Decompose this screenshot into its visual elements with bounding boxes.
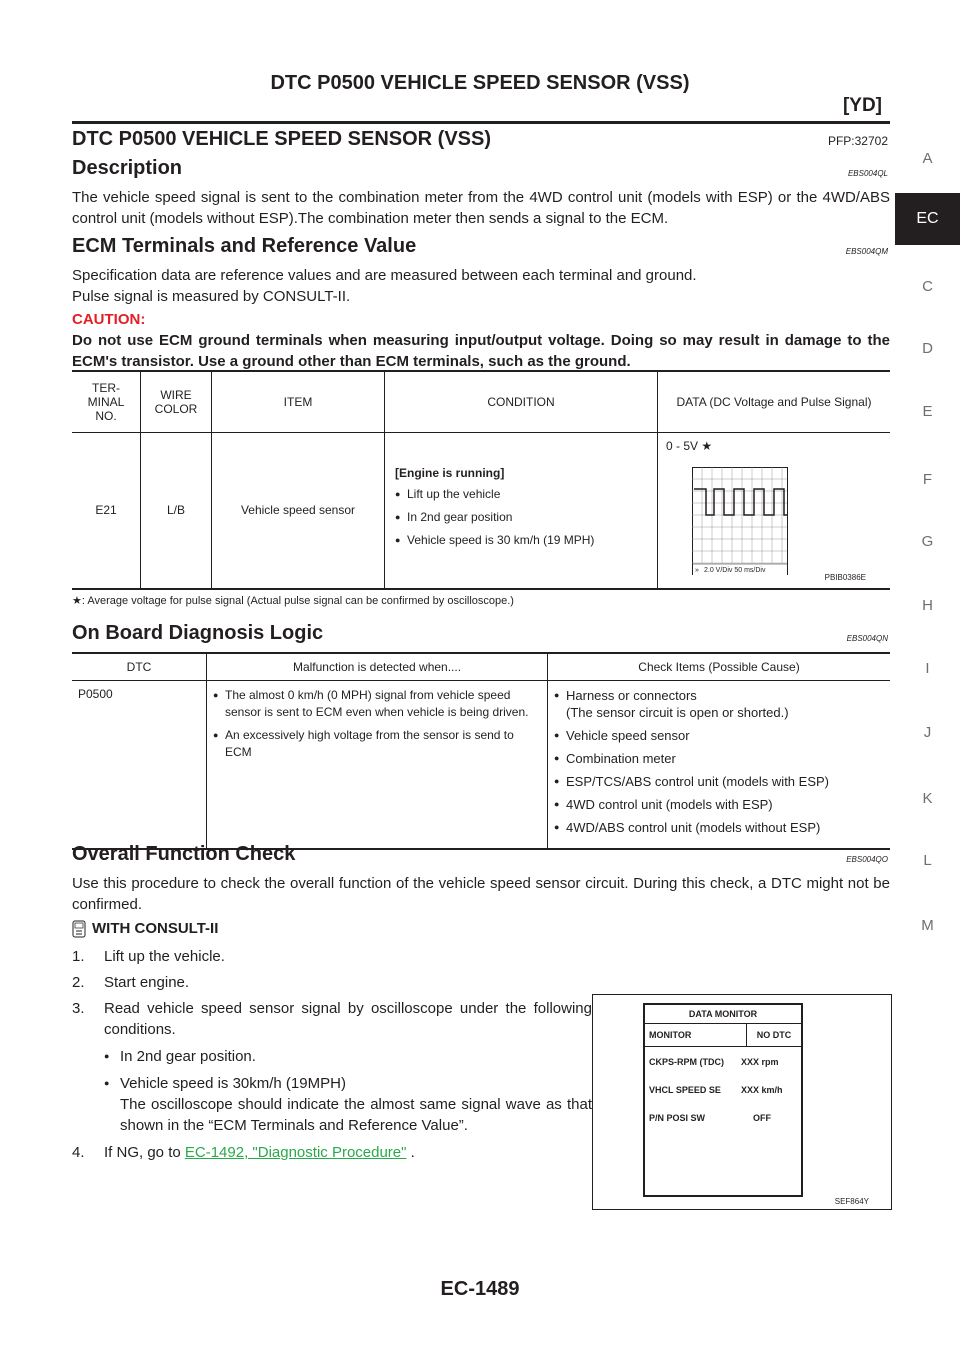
cell-terminal: E21 <box>95 503 117 518</box>
malfunction-item: ● An excessively high voltage from the sensor is send to ECM <box>213 727 537 761</box>
header-rule <box>72 121 890 124</box>
sidebar-letter-j[interactable]: J <box>923 724 932 741</box>
condition-item: ● In 2nd gear position <box>395 509 651 526</box>
consult-tester-icon <box>72 920 86 938</box>
condition-item: ● Lift up the vehicle <box>395 486 651 503</box>
footnote <box>72 594 514 607</box>
obd-checks-cell <box>548 681 891 850</box>
header-wire: WIRE COLOR <box>141 371 212 433</box>
sidebar-letter-k[interactable]: K <box>922 790 933 807</box>
sidebar-letter-g[interactable]: G <box>921 533 934 550</box>
ecm-line1: Specification data are reference values and are measured between each terminal and ground. <box>72 267 697 284</box>
header-item: ITEM <box>212 371 385 433</box>
condition-item: ● Vehicle speed is 30 km/h (19 MPH) <box>395 532 651 549</box>
data-monitor-screen <box>643 1003 803 1197</box>
sidebar-letter-m[interactable]: M <box>921 917 934 934</box>
sidebar-letter-d[interactable]: D <box>922 340 933 357</box>
check-item: ● Vehicle speed sensor <box>554 727 884 744</box>
header-terminal: TER-MINAL NO. <box>87 381 125 423</box>
header-condition: CONDITION <box>385 371 658 433</box>
scope-arrow-icon: » <box>695 567 699 574</box>
data-monitor-illustration <box>592 994 892 1210</box>
check-item: ● Combination meter <box>554 750 884 767</box>
page-header-title: DTC P0500 VEHICLE SPEED SENSOR (VSS) <box>270 72 690 94</box>
table-row <box>72 433 890 589</box>
obd-table <box>72 652 890 850</box>
data-monitor-header <box>645 1024 801 1047</box>
star-icon: ★ <box>701 439 713 453</box>
description-text: The vehicle speed signal is sent to the combination meter from the 4WD control unit (models with ESP) or the 4WD/ABS control unit (models without ESP).The combination meter then sends a signal to the ECM. <box>72 189 890 227</box>
obd-malfunction-cell <box>207 681 548 850</box>
data-monitor-row: VHCL SPEED SE XXX km/h <box>649 1085 783 1095</box>
data-monitor-col1: MONITOR <box>645 1024 747 1046</box>
check-item-note: (The sensor circuit is open or shorted.) <box>566 705 789 720</box>
obd-heading: On Board Diagnosis Logic <box>72 622 324 644</box>
ecm-terminal-table <box>72 370 890 590</box>
header-data: DATA (DC Voltage and Pulse Signal) <box>658 371 891 433</box>
step-3: 3. Read vehicle speed sensor signal by oscilloscope under the following conditions. ● In 2nd gear position. ● Vehicle speed is 30km/h (19MPH) The oscilloscope should indicate the almost same signal wave as that shown in the “ECM Terminals and Reference Value”. <box>72 998 592 1136</box>
cell-data <box>658 433 891 589</box>
check-item: ● 4WD/ABS control unit (models without ESP) <box>554 819 884 836</box>
cell-wire: L/B <box>141 433 212 589</box>
data-monitor-col2: NO DTC <box>756 1030 792 1040</box>
page-header-tag: [YD] <box>842 95 882 116</box>
procedure-steps <box>72 946 592 1168</box>
description-heading: Description <box>72 157 183 179</box>
obd-code: EBS004QN <box>846 634 888 643</box>
oscilloscope-waveform <box>692 467 852 575</box>
sidebar-letter-a[interactable]: A <box>922 150 933 167</box>
sub-bullet: ● In 2nd gear position. <box>104 1046 592 1067</box>
step-2: 2. Start engine. <box>72 974 190 991</box>
main-title: DTC P0500 VEHICLE SPEED SENSOR (VSS) <box>72 128 492 150</box>
check-item: ● Harness or connectors (The sensor circuit is open or shorted.) <box>554 687 884 721</box>
check-item: ● 4WD control unit (models with ESP) <box>554 796 884 813</box>
description-code: EBS004QL <box>847 169 888 178</box>
obd-header-dtc: DTC <box>72 653 207 681</box>
ecm-heading: ECM Terminals and Reference Value <box>72 235 417 257</box>
obd-dtc: P0500 <box>78 687 113 701</box>
sub-bullet-note: The oscilloscope should indicate the almost same signal wave as that shown in the “ECM Terminals and Reference Value”. <box>120 1096 592 1134</box>
table-header-row <box>72 371 890 433</box>
data-voltage: 0 - 5V <box>666 439 699 453</box>
table-row <box>72 681 890 850</box>
caution-text: Do not use ECM ground terminals when measuring input/output voltage. Doing so may result in damage to the ECM's transistor. Use a ground other than ECM terminals, such as the ground. <box>72 332 890 370</box>
caution-label: CAUTION: <box>72 311 146 328</box>
section-index-sidebar <box>895 0 960 1358</box>
sidebar-letter-h[interactable]: H <box>922 597 933 614</box>
sidebar-letter-c[interactable]: C <box>922 278 933 295</box>
sidebar-letter-f[interactable]: F <box>922 471 933 488</box>
cell-condition <box>385 433 658 589</box>
page-number: EC-1489 <box>440 1278 520 1300</box>
obd-header-malfunction: Malfunction is detected when.... <box>207 653 548 681</box>
sidebar-active-ec[interactable]: EC <box>895 193 960 245</box>
footnote-text: : Average voltage for pulse signal (Actual pulse signal can be confirmed by oscilloscope.) <box>81 595 514 607</box>
sidebar-letter-e[interactable]: E <box>922 403 933 420</box>
data-monitor-row: CKPS-RPM (TDC) XXX rpm <box>649 1057 779 1067</box>
part-number: PFP:32702 <box>827 134 888 148</box>
step-1: 1. Lift up the vehicle. <box>72 948 225 965</box>
data-monitor-row: P/N POSI SW OFF <box>649 1113 771 1123</box>
consult-label: WITH CONSULT-II <box>92 920 219 937</box>
overall-text: Use this procedure to check the overall function of the vehicle speed sensor circuit. During this check, a DTC might not be confirmed. <box>72 875 890 913</box>
step-4: 4. If NG, go to EC-1492, "Diagnostic Procedure" . <box>72 1144 415 1161</box>
diagnostic-procedure-link[interactable]: EC-1492, "Diagnostic Procedure" <box>184 1144 407 1161</box>
malfunction-item: ● The almost 0 km/h (0 MPH) signal from vehicle speed sensor is sent to ECM even when vehicle is being driven. <box>213 687 537 721</box>
overall-code: EBS004QO <box>846 855 888 864</box>
sub-bullet: ● Vehicle speed is 30km/h (19MPH) The oscilloscope should indicate the almost same signal wave as that shown in the “ECM Terminals and Reference Value”. <box>104 1073 592 1136</box>
check-item: ● ESP/TCS/ABS control unit (models with ESP) <box>554 773 884 790</box>
sidebar-letter-i[interactable]: I <box>925 660 930 677</box>
star-icon: ★ <box>72 595 82 607</box>
pbib-image-code: PBIB0386E <box>824 572 866 582</box>
sidebar-letter-l[interactable]: L <box>923 852 932 869</box>
ecm-code: EBS004QM <box>845 247 888 256</box>
overall-heading: Overall Function Check <box>72 843 296 865</box>
cell-item: Vehicle speed sensor <box>212 433 385 589</box>
sef-image-code: SEF864Y <box>834 1197 869 1206</box>
condition-title: [Engine is running] <box>395 465 505 480</box>
obd-header-row <box>72 653 890 681</box>
pulse-signal-line <box>694 489 787 515</box>
consult-row <box>72 920 218 938</box>
data-monitor-title: DATA MONITOR <box>645 1005 801 1024</box>
ecm-line2: Pulse signal is measured by CONSULT-II. <box>72 288 351 305</box>
obd-header-checks: Check Items (Possible Cause) <box>548 653 891 681</box>
scope-frame <box>693 468 788 576</box>
scope-label: 2.0 V/Div 50 ms/Div <box>704 567 766 574</box>
